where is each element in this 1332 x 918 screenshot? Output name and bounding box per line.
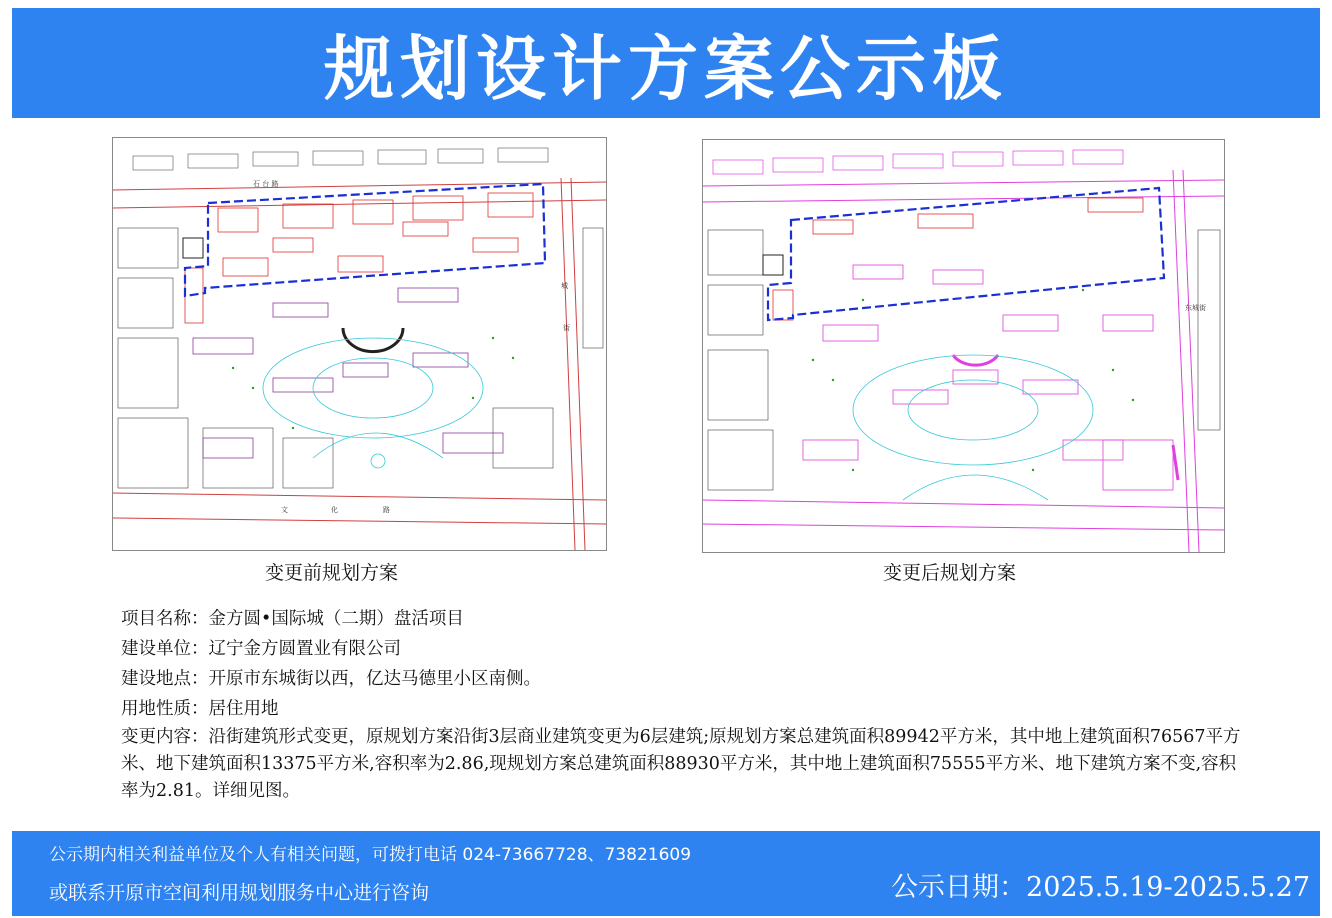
land-use: 用地性质：居住用地 [121, 699, 279, 719]
plan-after-drawing [703, 140, 1224, 552]
location: 建设地点：开原市东城街以西，亿达马德里小区南侧。 [121, 669, 541, 689]
page-title: 规划设计方案公示板 [324, 27, 1008, 110]
builder: 建设单位：辽宁金方圆置业有限公司 [121, 639, 401, 659]
footer-banner [12, 831, 1320, 916]
south-road-label-2: 化 [331, 506, 338, 514]
east-street-label-2: 街 [563, 324, 570, 332]
east-street-label: 东城街 [1185, 304, 1206, 312]
change-content: 变更内容：沿街建筑形式变更，原规划方案沿街3层商业建筑变更为6层建筑;原规划方案总建筑面积89942平方米，其中地上建筑面积76567平方米、地下建筑面积13375平方米,容积率为2.86,现规划方案总建筑面积88930平方米，其中地上建筑面积75555平方米、地下建筑方案不变,容积率为2.81。详细见图。 [121, 727, 1241, 801]
plan-after-image [702, 139, 1225, 553]
project-info [121, 604, 1251, 805]
plan-before-drawing [113, 138, 606, 550]
plan-before-image [112, 137, 607, 551]
south-road-label-3: 路 [383, 506, 390, 514]
contact-phone-text: 公示期内相关利益单位及个人有相关问题，可拨打电话 024-73667728、73821609 [49, 845, 692, 865]
project-name: 项目名称：金方圆•国际城（二期）盘活项目 [121, 609, 464, 629]
east-street-label-1: 城 [561, 282, 568, 290]
contact-center-text: 或联系开原市空间利用规划服务中心进行咨询 [49, 882, 430, 904]
south-road-label-1: 文 [281, 506, 288, 514]
plan-after-caption: 变更后规划方案 [883, 562, 1017, 584]
plan-before-caption: 变更前规划方案 [265, 562, 399, 584]
north-road-label: 石 台 路 [253, 180, 279, 188]
header-banner [12, 8, 1320, 118]
notice-date: 公示日期：2025.5.19-2025.5.27 [891, 872, 1310, 903]
